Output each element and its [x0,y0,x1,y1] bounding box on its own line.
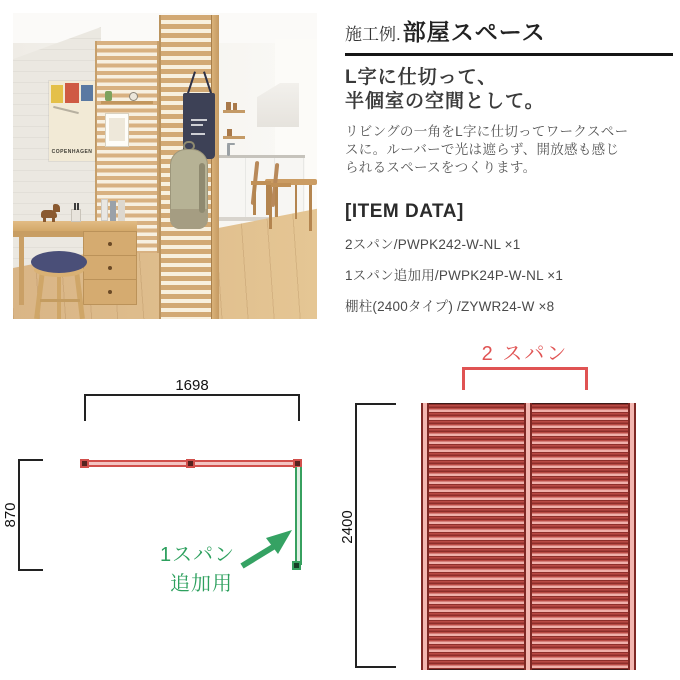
plan-post-marker [80,459,89,468]
plan-width-dim-tick [298,394,300,421]
elevation-height-label: 2400 [339,510,356,544]
elevation-post-right [628,403,636,670]
plan-depth-dim-tick [18,569,43,571]
panel-shelf [101,101,153,104]
chair [266,185,269,215]
intro-heading [345,66,673,114]
elevation-span-bracket [462,367,588,390]
plan-depth-label: 870 [2,502,19,528]
pen [74,203,76,210]
plan-width-label: 1698 [175,377,209,394]
intro-heading-line1: L字に仕切って、 [345,67,498,88]
item-data-heading: [ITEM DATA] [345,201,464,222]
drawer-knob [108,242,112,246]
drawer-line [83,255,137,256]
elevation-span-label: 2 スパン [481,343,569,365]
item-line-3: 棚柱(2400タイプ) /ZYWR24-W ×8 [345,299,555,314]
books [118,200,125,221]
poster-title: COPENHAGEN [51,149,93,155]
louver-panel-post [211,15,219,319]
desk-leg [19,237,24,305]
chair [275,187,278,217]
shelf-item [227,129,232,136]
faucet [227,143,235,145]
picture-frame-art [109,118,125,141]
dog-figurine [43,217,46,222]
drawer-line [83,279,137,280]
pen-cup [71,209,81,222]
tote-bag-print [191,124,203,126]
intro-heading-line2: 半個室の空間として。 [345,91,545,112]
kitchen-counter [217,155,305,221]
poster-art [51,85,63,103]
plan-depth-dim-line [18,459,20,571]
stool-leg [57,271,61,319]
elevation-post-left [421,403,429,670]
table-leg [295,185,297,219]
plan-width-dim-line [84,394,300,396]
item-line-1: 2スパン/PWPK242-W-NL ×1 [345,237,521,252]
clock [129,92,138,101]
shelf-item [226,102,231,110]
books [101,199,108,221]
faucet [227,144,230,156]
elevation-height-dim-tick [355,403,396,405]
table-leg [309,185,312,231]
title-main: 部屋スペース [402,19,546,45]
intro-body [345,123,673,177]
page-title [345,14,673,56]
title-prefix: 施工例. [345,25,401,44]
elevation-post-center [524,403,532,670]
plan-partition-1span-add [295,467,302,565]
wall-shelf [223,110,245,113]
books [110,201,116,221]
drawer-knob [108,266,112,270]
shelf-item [233,103,237,110]
plan-annotation-line1: 1スパン [160,544,236,566]
plant [105,91,112,101]
plan-width-dim-tick [84,394,86,421]
info-column [345,14,673,316]
stool-cushion [31,251,87,273]
dog-figurine [53,204,60,212]
annotation-arrow-icon [240,526,296,570]
intro-body-line2: スに。ルーバーで光は遮らず、開放感も感じ [345,142,620,157]
backpack-strap [199,163,205,213]
desk [13,221,137,231]
poster-art [81,85,93,101]
chair [253,185,256,215]
stool-rung [40,299,80,302]
pen [77,203,79,210]
plan-post-marker [186,459,195,468]
plan-annotation-line2: 追加用 [170,573,233,595]
wall-shelf [223,136,245,139]
poster-art [65,83,79,103]
intro-body-line1: リビングの一角をL字に仕切ってワークスペー [345,124,629,139]
elevation-height-dim-tick [355,666,396,668]
dog-figurine [52,217,55,222]
elevation-height-dim-line [355,403,357,668]
item-line-2: 1スパン追加用/PWPK24P-W-NL ×1 [345,268,564,283]
plan-depth-dim-tick [18,459,43,461]
drawer-knob [108,290,112,294]
intro-body-line3: られるスペースをつくります。 [345,160,537,175]
chair [271,183,291,187]
range-hood [257,83,299,127]
room-photo [13,13,317,319]
tote-bag-print [191,133,205,135]
tote-bag-print [191,119,207,121]
